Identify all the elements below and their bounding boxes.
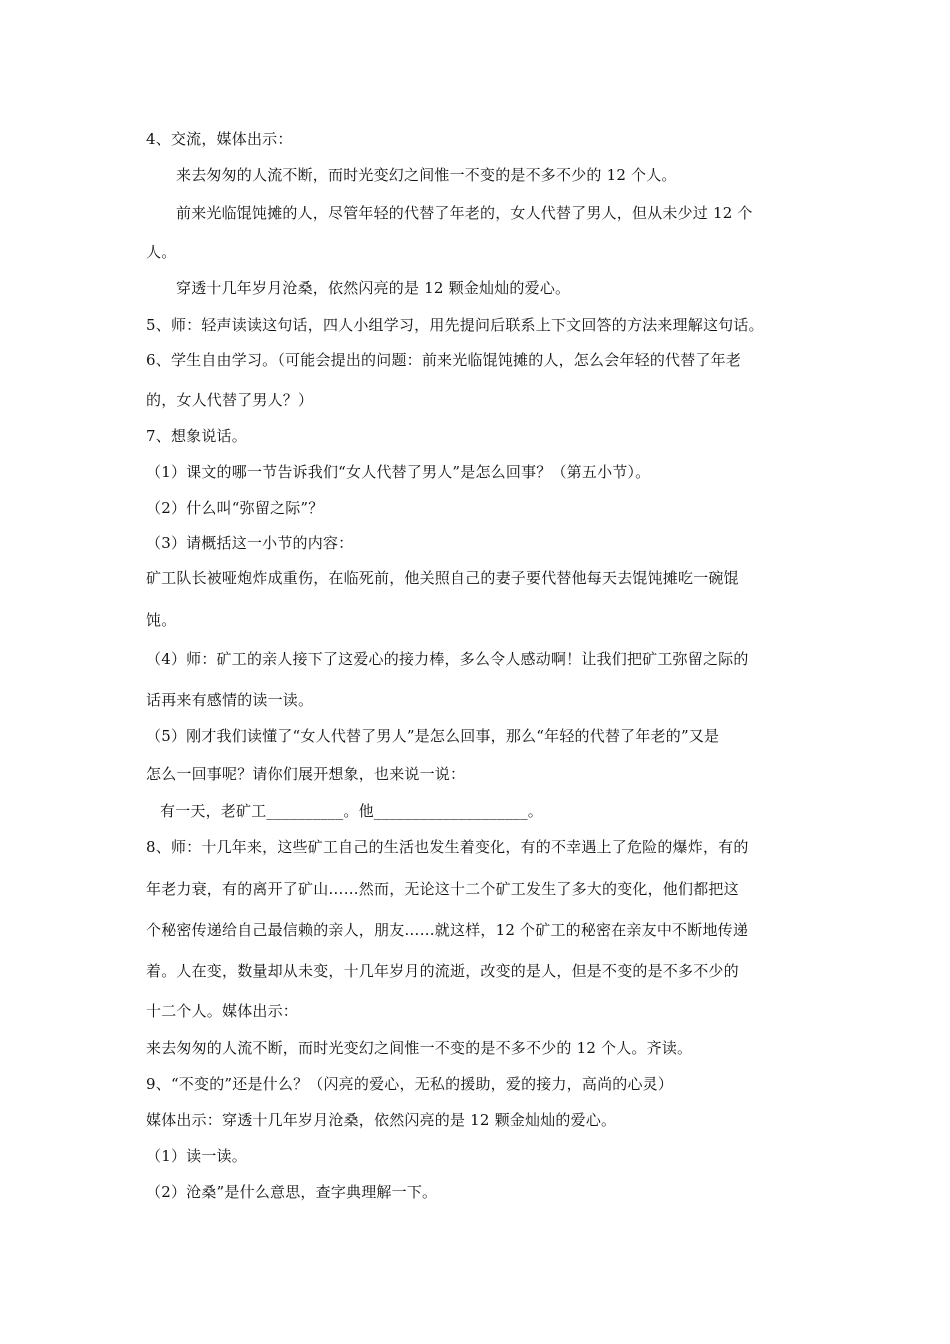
text-line: 年老力衰，有的离开了矿山……然而，无论这十二个矿工发生了多大的变化，他们都把这: [146, 880, 739, 898]
text-line: 怎么一回事呢？请你们展开想象，也来说一说：: [146, 765, 466, 783]
text-line: 个秘密传递给自己最信赖的亲人，朋友……就这样，12 个矿工的秘密在亲友中不断地传递: [146, 921, 749, 939]
text-line: 6、学生自由学习。（可能会提出的问题：前来光临馄饨摊的人，怎么会年轻的代替了年老: [146, 351, 742, 369]
text-line: 前来光临馄饨摊的人，尽管年轻的代替了年老的，女人代替了男人，但从未少过 12 个: [176, 204, 753, 222]
text-line: 十二个人。媒体出示：: [146, 1002, 299, 1020]
text-line: 4、交流，媒体出示：: [146, 130, 293, 148]
text-line: 话再来有感情的读一读。: [146, 691, 314, 709]
text-line: 矿工队长被哑炮炸成重伤，在临死前，他关照自己的妻子要代替他每天去馄饨摊吃一碗馄: [146, 569, 739, 587]
text-line: 穿透十几年岁月沧桑，依然闪亮的是 12 颗金灿灿的爱心。: [176, 279, 571, 297]
text-line: 媒体出示：穿透十几年岁月沧桑，依然闪亮的是 12 颗金灿灿的爱心。: [146, 1111, 617, 1129]
text-line: （5）刚才我们读懂了“女人代替了男人”是怎么回事，那么“年轻的代替了年老的”又是: [146, 727, 720, 745]
text-line: 有一天，老矿工__________。他____________________。: [160, 802, 544, 820]
text-line: 人。: [146, 243, 177, 261]
text-line: 来去匆匆的人流不断，而时光变幻之间惟一不变的是不多不少的 12 个人。: [176, 166, 677, 184]
text-line: 来去匆匆的人流不断，而时光变幻之间惟一不变的是不多不少的 12 个人。齐读。: [146, 1039, 693, 1057]
text-line: （2）什么叫“弥留之际”？: [146, 499, 324, 517]
text-line: （4）师：矿工的亲人接下了这爱心的接力棒，多么令人感动啊！让我们把矿工弥留之际的: [146, 650, 749, 668]
text-line: 的，女人代替了男人？）: [146, 391, 314, 409]
text-line: （1）读一读。: [146, 1147, 247, 1165]
text-line: （2）沧桑”是什么意思，查字典理解一下。: [146, 1183, 438, 1201]
text-line: 9、“不变的”还是什么？（闪亮的爱心，无私的援助，爱的接力，高尚的心灵）: [146, 1075, 674, 1093]
text-line: （3）请概括这一小节的内容：: [146, 534, 354, 552]
text-line: 8、师：十几年来，这些矿工自己的生活也发生着变化，有的不幸遇上了危险的爆炸，有的: [146, 838, 749, 856]
text-line: 着。人在变，数量却从未变，十几年岁月的流逝，改变的是人，但是不变的是不多不少的: [146, 962, 739, 980]
text-line: 7、想象说话。: [146, 427, 247, 445]
text-line: 5、师：轻声读读这句话，四人小组学习，用先提问后联系上下文回答的方法来理解这句话。: [146, 316, 764, 334]
text-line: 饨。: [146, 611, 177, 629]
text-line: （1）课文的哪一节告诉我们“女人代替了男人”是怎么回事？（第五小节）。: [146, 463, 651, 481]
